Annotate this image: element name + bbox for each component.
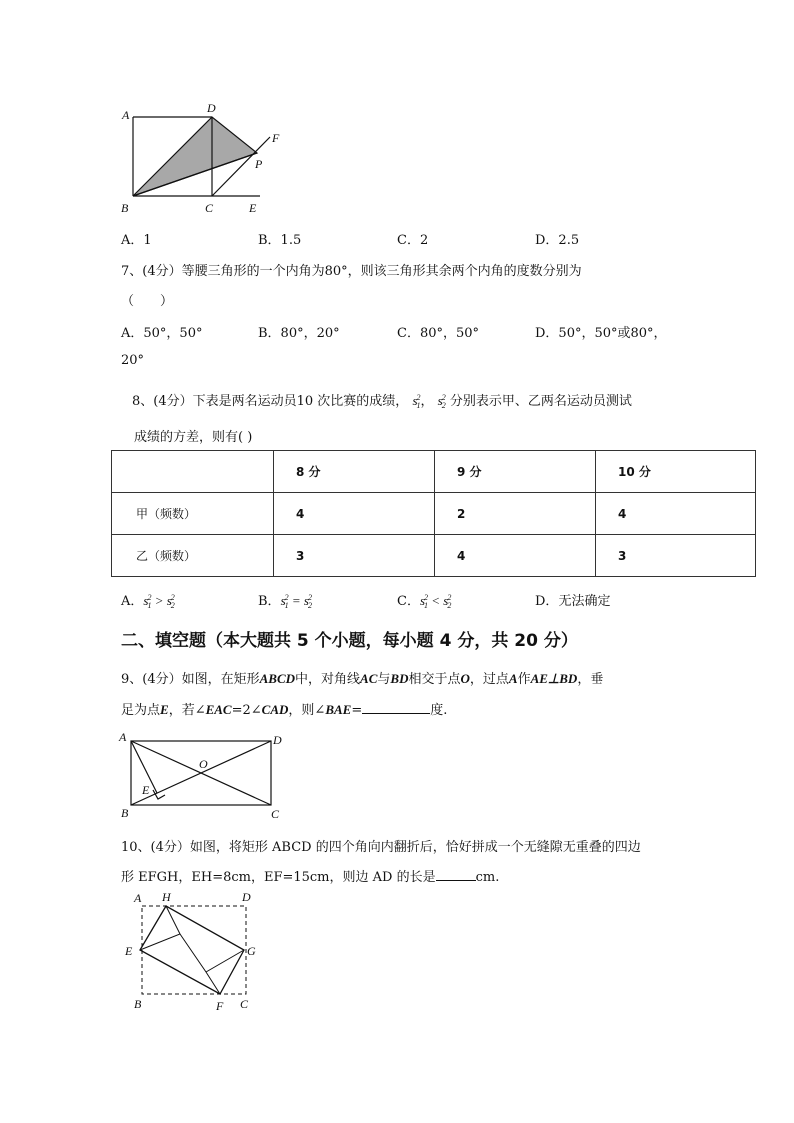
label-c: C — [271, 807, 280, 821]
table-row — [112, 493, 756, 535]
s1-squared: s 2 1 — [412, 393, 421, 411]
answer-blank[interactable] — [436, 868, 476, 881]
label-d: D — [242, 890, 251, 904]
table-cell: 3 — [274, 535, 435, 577]
table-row — [112, 535, 756, 577]
label-a: A — [122, 108, 130, 122]
label-f: F — [216, 999, 224, 1013]
q6-option-c[interactable]: C．2 — [397, 233, 429, 248]
q7-stem: 7、(4分）等腰三角形的一个内角为80°，则该三角形其余两个内角的度数分别为 — [121, 264, 582, 279]
label-e: E — [142, 783, 150, 797]
s2-squared: s 2 2 — [437, 393, 446, 411]
label-e: E — [125, 944, 133, 958]
q7-option-d[interactable]: D．50°，50°或80°， — [535, 326, 667, 341]
section-title: 二、填空题（本大题共 5 个小题，每小题 4 分，共 20 分） — [121, 631, 578, 651]
q8-stem-b: 分别表示甲、乙两名运动员测试 — [449, 394, 632, 409]
q8-option-b[interactable]: B．s 2 1 = s 2 2 — [258, 593, 312, 611]
table-header-row — [112, 451, 756, 493]
shaded-triangle-bdp — [133, 117, 257, 196]
q8-option-a[interactable]: A．s 2 1 > s 2 2 — [121, 593, 175, 611]
table-header-cell: 10 分 — [596, 451, 756, 493]
q6-option-b[interactable]: B．1.5 — [258, 233, 302, 248]
table-cell: 甲（频数） — [112, 493, 274, 535]
label-c: C — [205, 201, 214, 215]
label-g: G — [247, 944, 256, 958]
table-cell: 3 — [596, 535, 756, 577]
q9-line2: 足为点E，若∠EAC=2∠CAD，则∠BAE= 度. — [121, 702, 448, 718]
q7-option-a[interactable]: A．50°，50° — [121, 326, 203, 341]
table-cell: 4 — [596, 493, 756, 535]
label-f: F — [272, 131, 280, 145]
q7-option-c[interactable]: C．80°，50° — [397, 326, 480, 341]
table-header-cell: 9 分 — [435, 451, 596, 493]
label-p: P — [255, 157, 263, 171]
table-header-cell: 8 分 — [274, 451, 435, 493]
label-a: A — [119, 730, 127, 744]
table-header-cell — [112, 451, 274, 493]
q10-line2: 形 EFGH，EH=8cm，EF=15cm，则边 AD 的长是 cm. — [121, 870, 500, 885]
label-d: D — [273, 733, 282, 747]
label-d: D — [207, 101, 216, 115]
q10-figure — [118, 888, 278, 1018]
q6-option-d[interactable]: D．2.5 — [535, 233, 580, 248]
label-a: A — [134, 891, 142, 905]
label-b: B — [121, 201, 129, 215]
q8-stem-line2: 成绩的方差，则有( ) — [134, 430, 253, 445]
label-c: C — [240, 997, 249, 1011]
answer-blank[interactable] — [362, 701, 430, 714]
q8-stem-line1: 8、(4分）下表是两名运动员10 次比赛的成绩， s 2 1 ， s 2 2 分别表示甲、乙两名运动员测试 — [132, 393, 632, 411]
label-b: B — [134, 997, 142, 1011]
q7-paren: （ ） — [121, 294, 174, 309]
q6-option-a[interactable]: A．1 — [121, 233, 152, 248]
table-cell: 4 — [435, 535, 596, 577]
q7-option-b[interactable]: B．80°，20° — [258, 326, 340, 341]
q8-stem-a: 8、(4分）下表是两名运动员10 次比赛的成绩， — [132, 394, 409, 409]
q9-figure — [115, 728, 295, 822]
table-cell: 乙（频数） — [112, 535, 274, 577]
q9-line1: 9、(4分）如图，在矩形ABCD中，对角线AC与BD相交于点O，过点A作AE⊥BD，垂 — [121, 671, 604, 687]
q10-line1: 10、(4分）如图，将矩形 ABCD 的四个角向内翻折后，恰好拼成一个无缝隙无重叠的四边 — [121, 840, 641, 855]
label-e: E — [249, 201, 257, 215]
q8-option-d[interactable]: D．无法确定 — [535, 594, 611, 609]
q8-option-c[interactable]: C．s 2 1 < s 2 2 — [397, 593, 452, 611]
score-table — [111, 450, 756, 577]
table-cell: 4 — [274, 493, 435, 535]
label-o: O — [199, 757, 208, 771]
label-h: H — [162, 890, 171, 904]
table-cell: 2 — [435, 493, 596, 535]
label-b: B — [121, 806, 129, 820]
q6-figure — [110, 100, 300, 220]
q7-option-d-wrap: 20° — [121, 353, 145, 368]
